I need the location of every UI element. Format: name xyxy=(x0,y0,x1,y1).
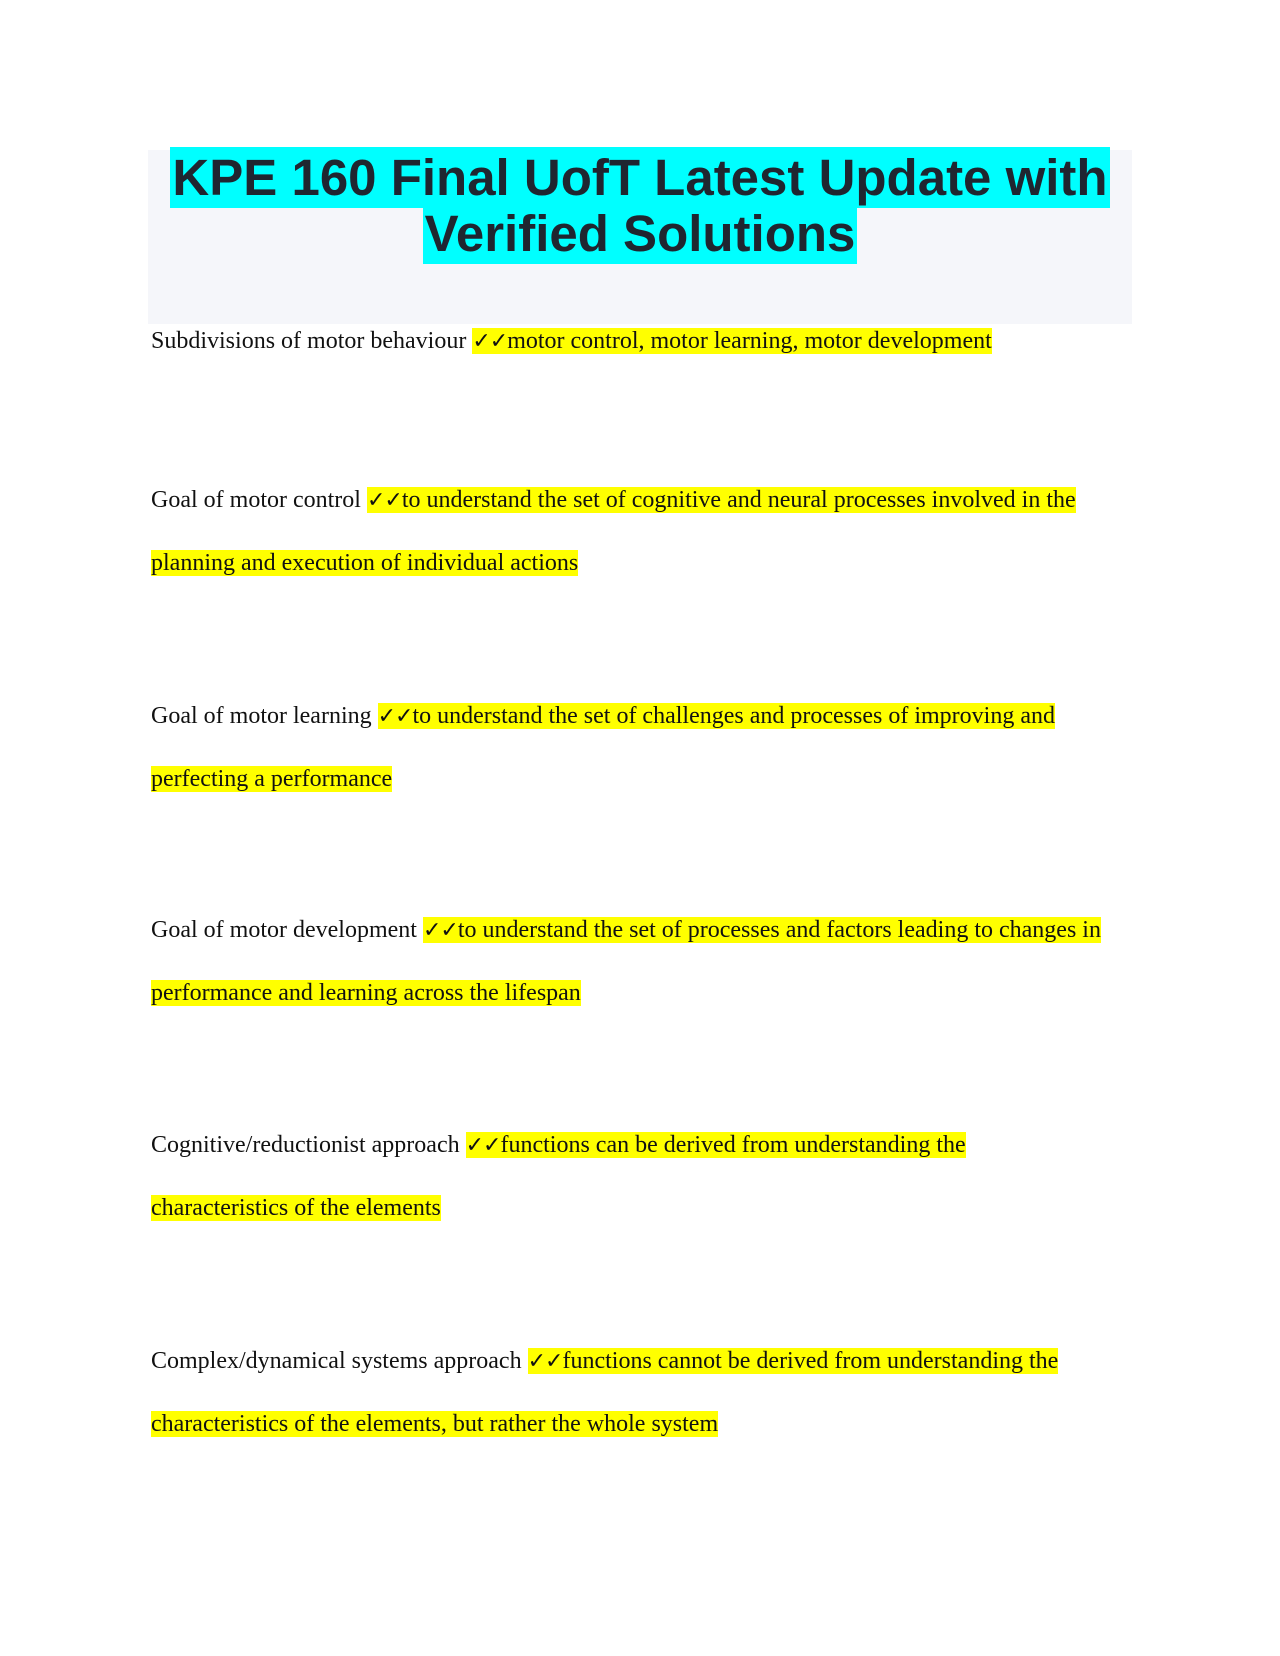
qa-answer: to understand the set of challenges and processes of improving and perfecting a performance xyxy=(151,703,1055,792)
qa-item xyxy=(151,685,1111,810)
qa-item xyxy=(151,310,1151,373)
check-mark-icon: ✓✓ xyxy=(377,704,413,729)
check-mark-icon: ✓✓ xyxy=(465,1133,501,1158)
qa-answer: functions cannot be derived from understanding the characteristics of the elements, but rather the whole system xyxy=(151,1348,1059,1437)
qa-item xyxy=(151,469,1141,594)
check-mark-icon: ✓✓ xyxy=(366,488,402,513)
check-mark-icon: ✓✓ xyxy=(422,918,458,943)
qa-term: Goal of motor control xyxy=(151,487,361,513)
qa-item xyxy=(151,899,1141,1024)
qa-term: Subdivisions of motor behaviour xyxy=(151,328,467,354)
qa-term: Complex/dynamical systems approach xyxy=(151,1348,522,1374)
qa-term: Cognitive/reductionist approach xyxy=(151,1132,460,1158)
qa-answer: motor control, motor learning, motor development xyxy=(507,328,992,354)
qa-answer-highlight xyxy=(472,328,991,354)
qa-item xyxy=(151,1114,1031,1239)
qa-answer: functions can be derived from understanding the characteristics of the elements xyxy=(151,1132,966,1221)
document-title xyxy=(148,150,1132,262)
qa-item xyxy=(151,1330,1111,1455)
document-title-text: KPE 160 Final UofT Latest Update with Verified Solutions xyxy=(172,149,1108,262)
qa-answer: to understand the set of processes and factors leading to changes in performance and learning across the lifespan xyxy=(151,917,1101,1006)
qa-term: Goal of motor learning xyxy=(151,703,372,729)
qa-term: Goal of motor development xyxy=(151,917,417,943)
title-banner xyxy=(148,150,1132,324)
check-mark-icon: ✓✓ xyxy=(472,329,508,354)
qa-answer: to understand the set of cognitive and neural processes involved in the planning and execution of individual actions xyxy=(151,487,1076,576)
check-mark-icon: ✓✓ xyxy=(527,1349,563,1374)
